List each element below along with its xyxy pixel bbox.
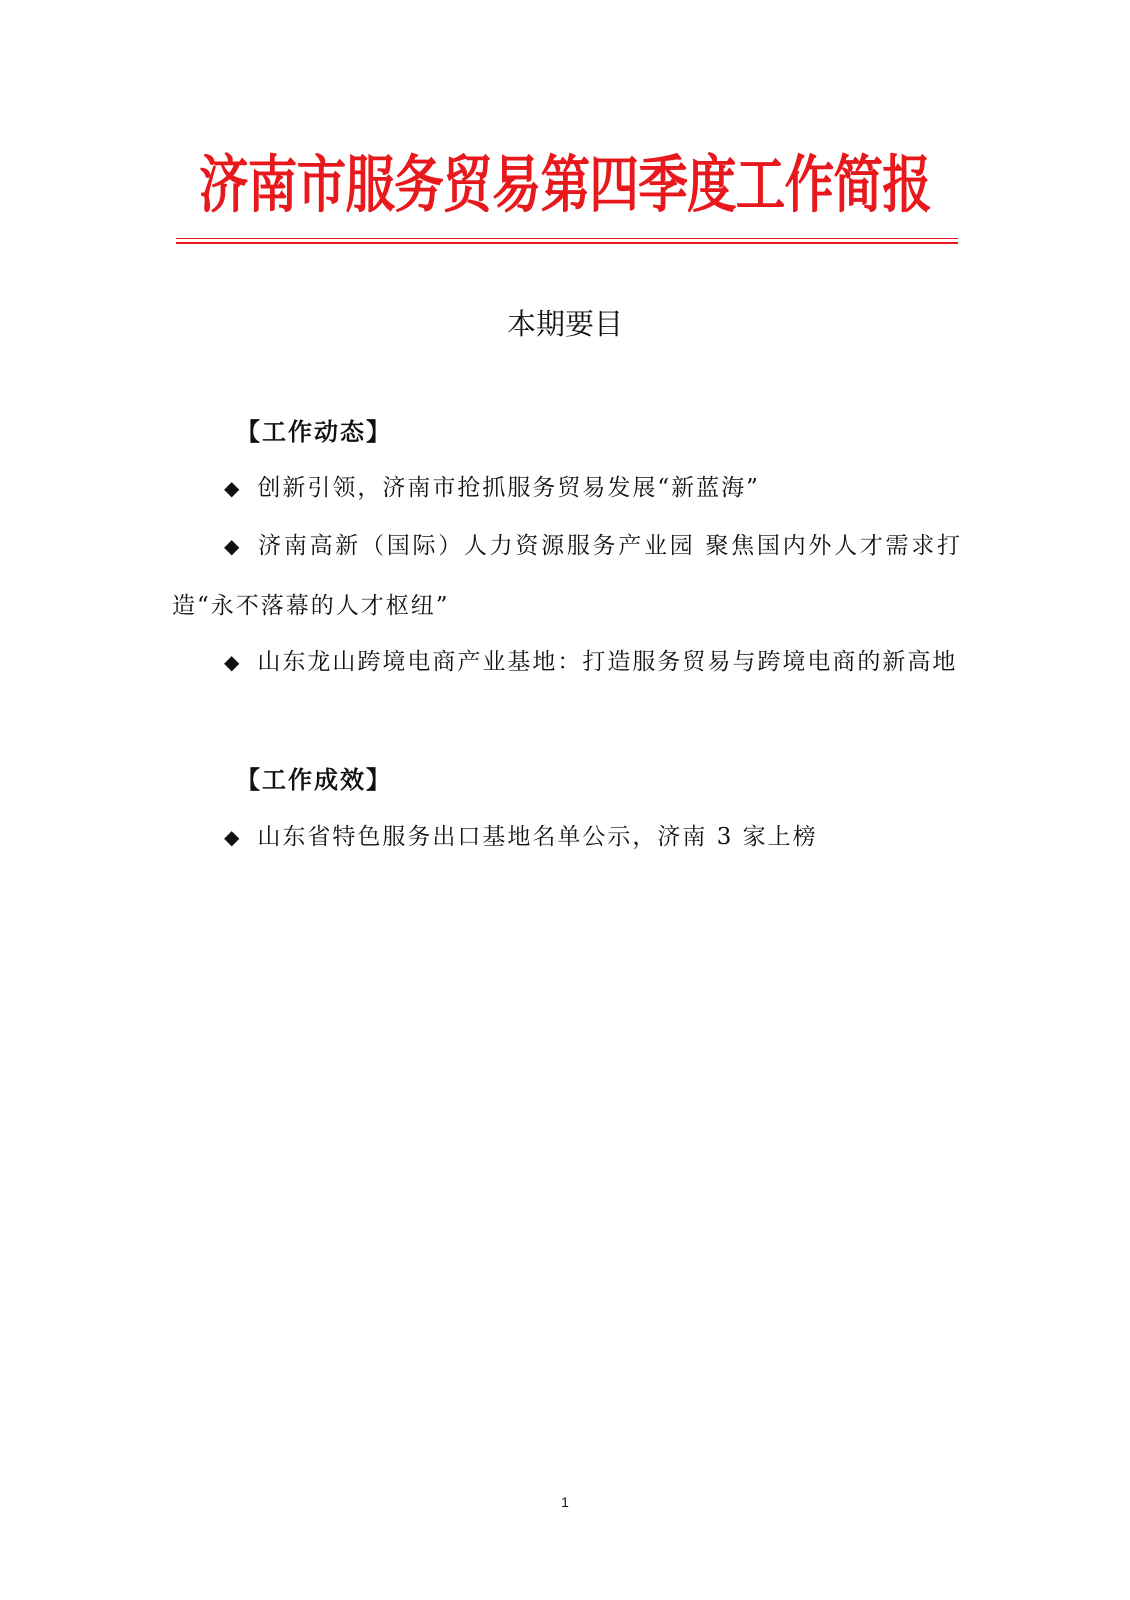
- masthead-divider-thin: [176, 238, 958, 239]
- masthead-divider-thick: [176, 242, 958, 244]
- list-item: [172, 632, 962, 692]
- list-item-text: 创新引领，济南市抢抓服务贸易发展“新蓝海”: [257, 475, 760, 501]
- contents-title: 本期要目: [506, 307, 623, 341]
- list-item-text: 山东龙山跨境电商产业基地：打造服务贸易与跨境电商的新高地: [257, 649, 958, 675]
- section-heading-work-results: 【工作成效】: [236, 766, 392, 794]
- bulletin-masthead: 济南市服务贸易第四季度工作简报: [198, 148, 932, 221]
- list-item-text: 济南高新（国际）人力资源服务产业园 聚焦国内外人才需求打造“永不落幕的人才枢纽”: [172, 533, 962, 619]
- diamond-icon: ◆: [224, 534, 242, 558]
- section-heading-work-news: 【工作动态】: [236, 418, 392, 446]
- page-number: 1: [561, 1494, 569, 1510]
- diamond-icon: ◆: [224, 650, 242, 674]
- list-item: [172, 458, 962, 518]
- list-item-text: 山东省特色服务出口基地名单公示，济南 3 家上榜: [257, 824, 818, 850]
- diamond-icon: ◆: [224, 476, 242, 500]
- list-item: [172, 807, 962, 867]
- diamond-icon: ◆: [224, 825, 242, 849]
- list-item: [172, 516, 962, 636]
